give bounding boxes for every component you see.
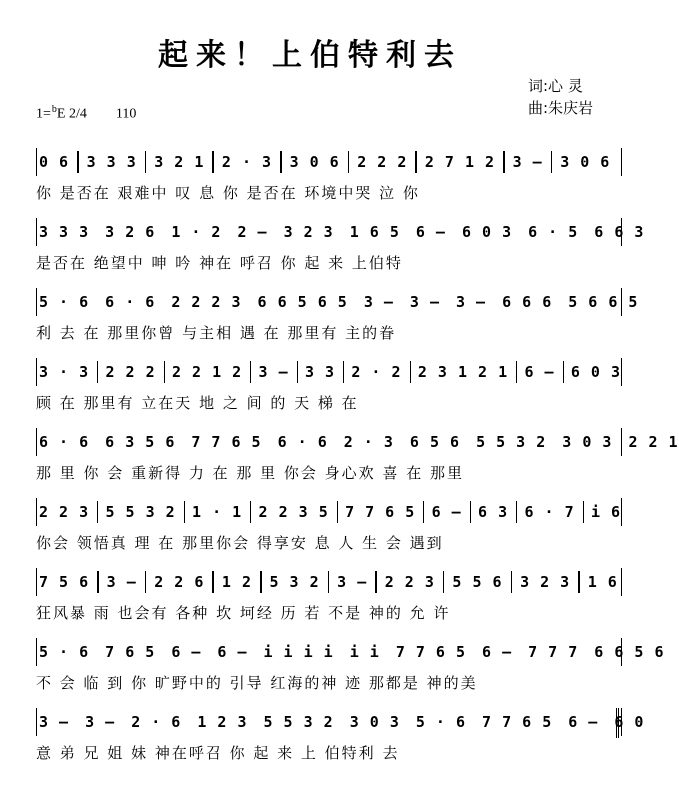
- measure: 1 6 5: [349, 223, 400, 241]
- measure: 6 5 6: [409, 433, 461, 451]
- bar-line: [145, 151, 147, 173]
- measure: 3 0 6: [560, 153, 611, 171]
- measure: 2 –: [237, 223, 268, 241]
- song-title: 起来！上伯特利去: [158, 38, 462, 73]
- notation-line: [36, 498, 622, 526]
- measure: 2 · 2: [351, 363, 402, 381]
- measure: 3 3 3: [86, 153, 137, 171]
- measure: 3 0 6: [289, 153, 340, 171]
- bar-line: [348, 151, 350, 173]
- bar-line: [260, 571, 262, 593]
- measure: 0 6: [39, 153, 70, 171]
- lyric-line: 狂风暴 雨 也会有 各种 坎 坷经 历 若 不是 神的 允 许: [36, 604, 451, 622]
- measure: 2 2 2: [105, 363, 156, 381]
- bar-line: [77, 151, 79, 173]
- flat-sign: b: [51, 104, 57, 115]
- bar-line: [578, 571, 580, 593]
- measure: 2 2 1: [628, 433, 679, 451]
- notation-line: [36, 288, 639, 316]
- measure: 3 –: [456, 293, 487, 311]
- measure: 3 3: [304, 363, 336, 381]
- measure: 3 –: [337, 573, 368, 591]
- measure: 3 2 3: [520, 573, 571, 591]
- measure: 5 3 2: [269, 573, 320, 591]
- measure: 2 2 3: [39, 503, 90, 521]
- measure: 7 5 6: [39, 573, 90, 591]
- notation-line: [36, 428, 679, 456]
- final-barline: [606, 708, 619, 738]
- notation-line: [36, 358, 622, 386]
- measure: 6 –: [568, 713, 599, 731]
- measure: 6 · 5: [528, 223, 579, 241]
- measure: 1 · 1: [192, 503, 243, 521]
- measure: i 6: [590, 503, 622, 521]
- measure: 6 6 6: [502, 293, 553, 311]
- measure: 6 0 3: [570, 363, 622, 381]
- notation-line: [36, 638, 665, 666]
- bar-line: [503, 151, 505, 173]
- measure: 1 · 2: [171, 223, 222, 241]
- measure: 3 –: [363, 293, 394, 311]
- measure: 2 2 3: [384, 573, 435, 591]
- bar-line: [280, 151, 282, 173]
- measure: 2 2 6: [154, 573, 205, 591]
- lyric-line: 那 里 你 会 重新得 力 在 那 里 你会 身心欢 喜 在 那里: [36, 464, 464, 482]
- measure: 2 2 2 3: [171, 293, 242, 311]
- lyric-line: 利 去 在 那里你曾 与主相 遇 在 那里有 主的眷: [36, 324, 397, 342]
- measure: 3 3 3: [39, 223, 90, 241]
- key-prefix: 1=: [36, 106, 51, 122]
- score-system: [36, 498, 622, 552]
- measure: 3 –: [258, 363, 289, 381]
- time-signature: 2/4: [68, 106, 87, 122]
- measure: 3 2 1: [154, 153, 205, 171]
- score-system: [36, 638, 665, 692]
- measure: 2 3 1 2 1: [417, 363, 509, 381]
- measure: 6 · 6: [105, 293, 156, 311]
- lyric-line: 不 会 临 到 你 旷野中的 引导 红海的神 迹 那都是 神的美: [36, 674, 478, 692]
- measure: 6 –: [482, 643, 513, 661]
- bar-line: [511, 571, 513, 593]
- bar-line: [328, 571, 330, 593]
- measure: 6 · 6: [277, 433, 328, 451]
- measure: 3 0 3: [562, 433, 613, 451]
- measure: 6 6 5 6: [594, 643, 665, 661]
- key-note: E: [56, 106, 66, 122]
- measure: 7 7 6 5: [191, 433, 262, 451]
- score-system: [36, 708, 645, 762]
- measure: 5 · 6: [39, 293, 90, 311]
- measure: 2 2 3 5: [258, 503, 329, 521]
- measure: 6 –: [431, 503, 462, 521]
- bar-line: [212, 151, 214, 173]
- score-system: [36, 428, 679, 482]
- measure: 3 –: [512, 153, 543, 171]
- measure: i i i i: [263, 643, 334, 661]
- measure: 5 · 6: [415, 713, 467, 731]
- measure: 5 5 3 2: [105, 503, 176, 521]
- measure: 6 6 5 6 5: [257, 293, 348, 311]
- key-signature: [36, 104, 136, 123]
- measure: 3 0 3: [349, 713, 400, 731]
- measure: 6 3: [478, 503, 509, 521]
- composer-credit: 曲:朱庆岩: [528, 99, 594, 117]
- measure: 3 –: [409, 293, 440, 311]
- measure: 6 6 3: [594, 223, 645, 241]
- measure: 5 5 3 2: [263, 713, 334, 731]
- bar-line: [145, 571, 147, 593]
- bar-line: [415, 151, 417, 173]
- lyric-line: 你 是否在 艰难中 叹 息 你 是否在 环境中哭 泣 你: [36, 184, 420, 202]
- bar-line: [551, 151, 553, 173]
- measure: 2 · 3: [221, 153, 273, 171]
- measure: 3 –: [106, 573, 137, 591]
- lyric-line: 你会 领悟真 理 在 那里你会 得享安 息 人 生 会 遇到: [36, 534, 444, 552]
- measure: 6 3 5 6: [105, 433, 176, 451]
- measure: 7 7 6 5: [395, 643, 467, 661]
- lyric-line: 顾 在 那里有 立在天 地 之 间 的 天 梯 在: [36, 394, 359, 412]
- measure: 2 · 3: [343, 433, 394, 451]
- lyricist-credit: 词:心 灵: [528, 77, 583, 95]
- measure: 3 2 6: [105, 223, 156, 241]
- measure: 6 0 3: [461, 223, 513, 241]
- score-system: [36, 568, 622, 622]
- measure: 5 6 6 5: [568, 293, 639, 311]
- score-system: [36, 218, 645, 272]
- lyric-line: 是否在 绝望中 呻 吟 神在 呼召 你 起 来 上伯特: [36, 254, 403, 272]
- measure: 2 · 6: [131, 713, 182, 731]
- measure: 3 –: [85, 713, 116, 731]
- measure: 6 0: [614, 713, 645, 731]
- measure: 7 7 6 5: [345, 503, 416, 521]
- tempo-mark: 110: [115, 106, 137, 122]
- notation-line: [36, 148, 622, 176]
- measure: i i: [349, 643, 380, 661]
- measure: 6 –: [171, 643, 202, 661]
- measure: 6 · 6: [39, 433, 90, 451]
- measure: 1 2: [221, 573, 252, 591]
- measure: 2 7 1 2: [424, 153, 496, 171]
- bar-line: [212, 571, 214, 593]
- notation-line: [36, 568, 622, 596]
- measure: 1 2 3: [197, 713, 248, 731]
- measure: 7 7 7: [528, 643, 579, 661]
- measure: 6 –: [415, 223, 446, 241]
- measure: 3 · 3: [39, 363, 90, 381]
- credits: [528, 75, 593, 119]
- bar-line: [375, 571, 377, 593]
- measure: 7 6 5: [105, 643, 156, 661]
- measure: 5 5 6: [452, 573, 503, 591]
- measure: 3 2 3: [283, 223, 334, 241]
- measure: 7 7 6 5: [482, 713, 553, 731]
- measure: 6 –: [217, 643, 248, 661]
- measure: 2 2 2: [357, 153, 408, 171]
- measure: 2 2 1 2: [171, 363, 243, 381]
- measure: 5 5 3 2: [476, 433, 547, 451]
- bar-line: [97, 571, 99, 593]
- score-system: [36, 358, 622, 412]
- notation-line: [36, 708, 645, 736]
- bar-line: [443, 571, 445, 593]
- score-system: [36, 288, 639, 342]
- measure: 1 6: [587, 573, 618, 591]
- measure: 5 · 6: [39, 643, 90, 661]
- notation-line: [36, 218, 645, 246]
- measure: 6 · 7: [524, 503, 575, 521]
- lyric-line: 意 弟 兄 姐 妹 神在呼召 你 起 来 上 伯特利 去: [36, 744, 400, 762]
- measure: 6 –: [524, 363, 555, 381]
- measure: 3 –: [39, 713, 70, 731]
- score-system: [36, 148, 622, 202]
